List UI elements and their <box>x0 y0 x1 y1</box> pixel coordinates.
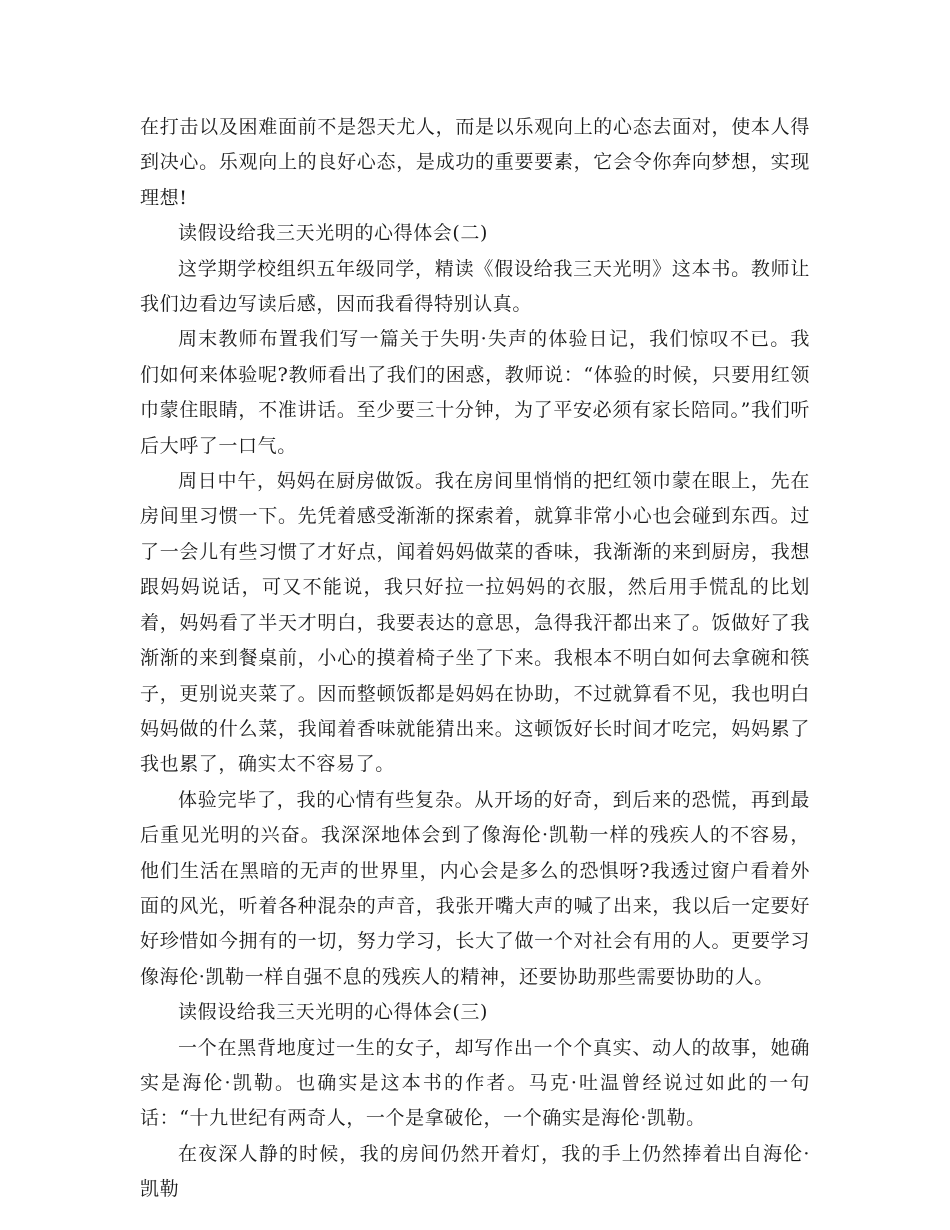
paragraph: 一个在黑背地度过一生的女子，却写作出一个个真实、动人的故事，她确实是海伦·凯勒。也确实是这本书的作者。马克·吐温曾经说过如此的一句话：“十九世纪有两奇人，一个是拿破伦，一个确实是海伦·凯勒。 <box>140 1036 810 1130</box>
paragraph-continuation: 在打击以及困难面前不是怨天尤人，而是以乐观向上的心态去面对，使本人得到决心。乐观向上的良好心态，是成功的重要要素，它会令你奔向梦想，实现理想! <box>140 116 810 209</box>
paragraph: 这学期学校组织五年级同学，精读《假设给我三天光明》这本书。教师让我们边看边写读后感，因而我看得特别认真。 <box>140 257 810 316</box>
section-heading-3: 读假设给我三天光明的心得体会(三) <box>178 1001 489 1024</box>
paragraph: 体验完毕了，我的心情有些复杂。从开场的好奇，到后来的恐慌，再到最后重见光明的兴奋。我深深地体会到了像海伦·凯勒一样的残疾人的不容易，他们生活在黑暗的无声的世界里，内心会是多么的恐惧呀?我透过窗户看着外面的风光，听着各种混杂的声音，我张开嘴大声的喊了出来，我以后一定要好好珍惜如今拥有的一切，努力学习，长大了做一个对社会有用的人。更要学习像海伦·凯勒一样自强不息的残疾人的精神，还要协助那些需要协助的人。 <box>140 788 810 988</box>
section-heading-2: 读假设给我三天光明的心得体会(二) <box>178 222 489 245</box>
document-body <box>140 110 810 1208</box>
paragraph-truncated: 在夜深人静的时候，我的房间仍然开着灯，我的手上仍然捧着出自海伦·凯勒 <box>140 1142 810 1201</box>
paragraph: 周日中午，妈妈在厨房做饭。我在房间里悄悄的把红领巾蒙在眼上，先在房间里习惯一下。先凭着感受渐渐的探索着，就算非常小心也会碰到东西。过了一会儿有些习惯了才好点，闻着妈妈做菜的香味，我渐渐的来到厨房，我想跟妈妈说话，可又不能说，我只好拉一拉妈妈的衣服，然后用手慌乱的比划着，妈妈看了半天才明白，我要表达的意思，急得我汗都出来了。饭做好了我渐渐的来到餐桌前，小心的摸着椅子坐了下来。我根本不明白如何去拿碗和筷子，更别说夹菜了。因而整顿饭都是妈妈在协助，不过就算看不见，我也明白妈妈做的什么菜，我闻着香味就能猜出来。这顿饭好长时间才吃完，妈妈累了我也累了，确实太不容易了。 <box>140 470 810 776</box>
paragraph: 周末教师布置我们写一篇关于失明·失声的体验日记，我们惊叹不已。我们如何来体验呢?教师看出了我们的困惑，教师说：“体验的时候，只要用红领巾蒙住眼睛，不准讲话。至少要三十分钟，为了平安必须有家长陪同。”我们听后大呼了一口气。 <box>140 328 810 457</box>
